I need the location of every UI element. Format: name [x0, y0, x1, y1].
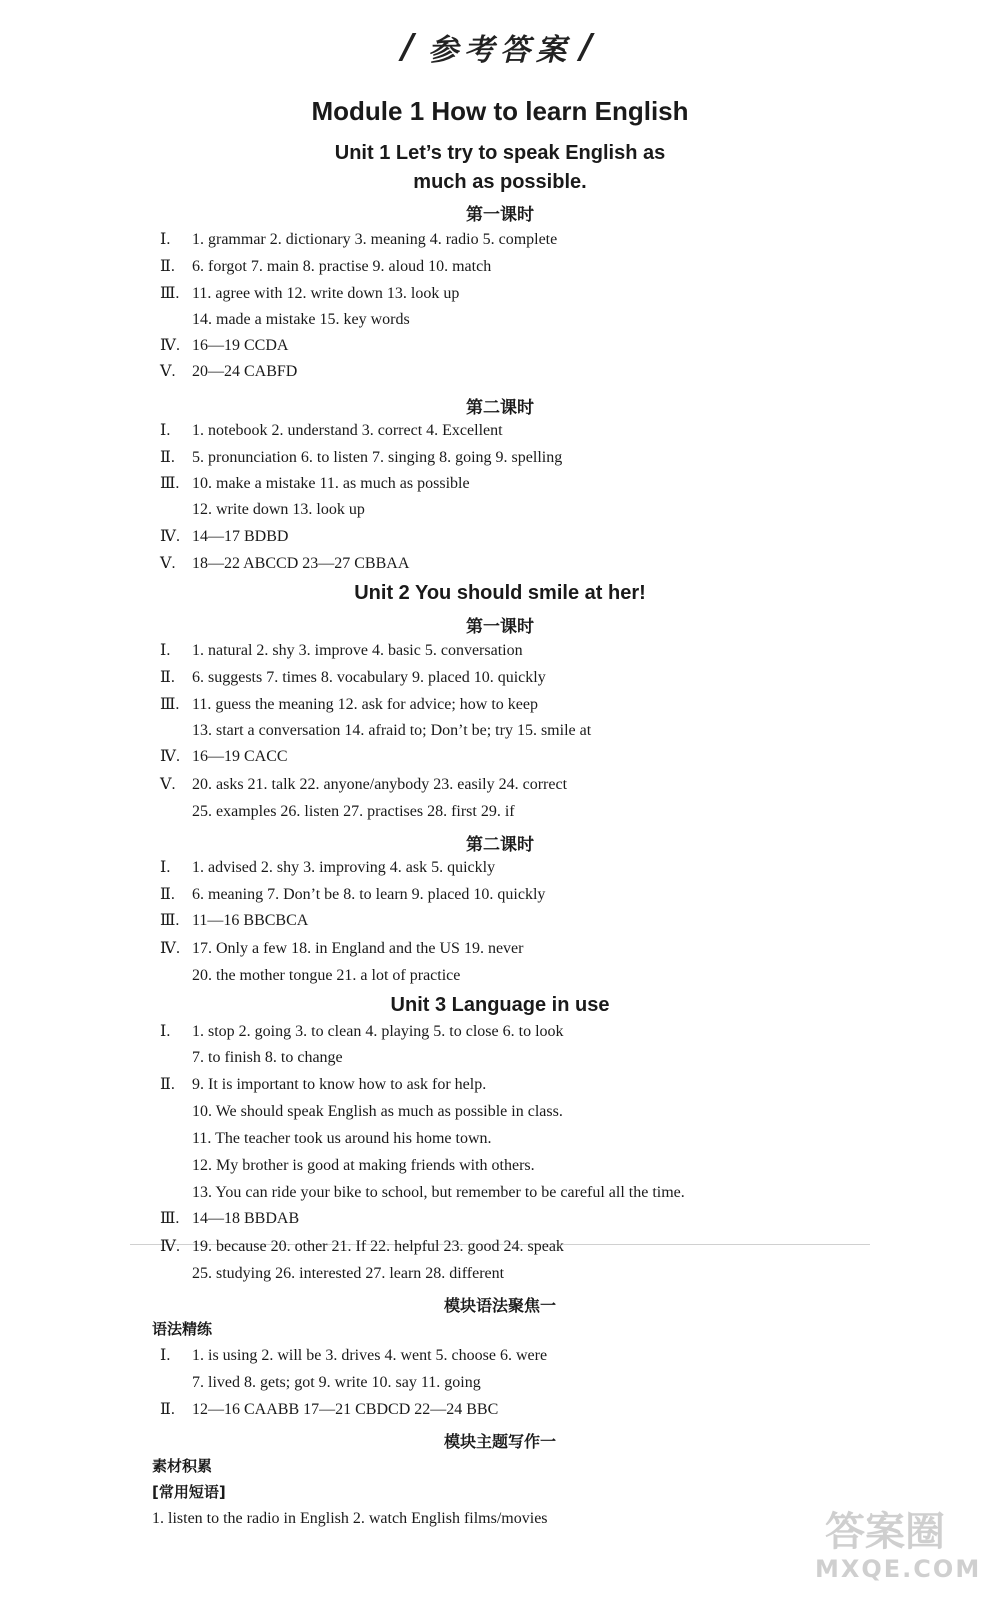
answer-line	[160, 1346, 860, 1366]
answer-text: 19. because 20. other 21. If 22. helpful 23. good 24. speak	[192, 1238, 564, 1255]
answer-text: 1. stop 2. going 3. to clean 4. playing 5. to close 6. to look	[192, 1023, 564, 1040]
unit2-lesson1-heading: 第一课时	[466, 617, 534, 637]
answer-text: 7. lived 8. gets; got 9. write 10. say 11. going	[192, 1374, 481, 1391]
answer-line	[160, 1156, 860, 1176]
answer-text: 20. the mother tongue 21. a lot of practice	[192, 967, 461, 984]
unit1-title-line2: much as possible.	[413, 171, 587, 193]
section-number: Ⅲ.	[160, 285, 180, 302]
answer-text: 17. Only a few 18. in England and the US 19. never	[192, 940, 524, 957]
answer-line	[160, 1102, 860, 1122]
answer-line	[160, 1264, 860, 1284]
unit1-lesson2-heading: 第二课时	[466, 398, 534, 418]
section-number: Ⅱ.	[160, 669, 175, 686]
answer-line	[160, 1129, 860, 1149]
section-number: Ⅲ.	[160, 475, 180, 492]
unit1-lesson1-heading: 第一课时	[466, 205, 534, 225]
answer-text: 16—19 CCDA	[192, 337, 289, 354]
answer-text: 11. The teacher took us around his home town.	[192, 1130, 492, 1147]
section-number: Ⅳ.	[160, 528, 180, 545]
answer-line	[160, 1209, 860, 1229]
answer-line	[160, 695, 860, 715]
section-number: Ⅴ.	[160, 363, 176, 380]
answer-line	[160, 1400, 860, 1420]
section-number: Ⅱ.	[160, 258, 175, 275]
answer-text: 9. It is important to know how to ask for help.	[192, 1076, 487, 1093]
answer-text: 1. notebook 2. understand 3. correct 4. Excellent	[192, 422, 503, 439]
answer-text: 6. suggests 7. times 8. vocabulary 9. placed 10. quickly	[192, 669, 546, 686]
answer-line	[160, 554, 860, 574]
unit2-title: Unit 2 You should smile at her!	[354, 582, 646, 604]
answer-line	[160, 1237, 860, 1257]
section-number: Ⅰ.	[160, 422, 171, 439]
answer-text: 20. asks 21. talk 22. anyone/anybody 23. easily 24. correct	[192, 776, 568, 793]
answer-text: 12—16 CAABB 17—21 CBDCD 22—24 BBC	[192, 1401, 499, 1418]
unit1-title-line1: Unit 1 Let’s try to speak English as	[334, 142, 666, 164]
answer-line	[160, 747, 860, 767]
answer-line	[160, 966, 860, 986]
answer-line	[160, 885, 860, 905]
answer-line	[160, 310, 860, 330]
answer-line	[160, 775, 860, 795]
banner-slash-right: /	[580, 27, 599, 67]
answer-text: 11—16 BBCBCA	[192, 912, 309, 929]
grammar-subheading: 语法精练	[152, 1320, 213, 1338]
writing-heading: 模块主题写作一	[443, 1432, 556, 1451]
module-title: Module 1 How to learn English	[311, 96, 689, 126]
answer-line	[160, 336, 860, 356]
answer-line	[160, 802, 860, 822]
answer-text: 1. listen to the radio in English 2. watch English films/movies	[152, 1510, 548, 1527]
answer-line	[160, 474, 860, 494]
answer-text: 10. We should speak English as much as possible in class.	[192, 1103, 563, 1120]
answer-text: 1. is using 2. will be 3. drives 4. went 5. choose 6. were	[192, 1347, 548, 1364]
answer-text: 13. start a conversation 14. afraid to; Don’t be; try 15. smile at	[192, 722, 592, 739]
writing-subheading-materials: 素材积累	[152, 1457, 213, 1475]
answer-text: 16—19 CACC	[192, 748, 288, 765]
answer-text: 14—17 BDBD	[192, 528, 289, 545]
answer-text: 6. forgot 7. main 8. practise 9. aloud 10. match	[192, 258, 492, 275]
section-number: Ⅰ.	[160, 642, 171, 659]
answer-line	[160, 1075, 860, 1095]
section-number: Ⅳ.	[160, 940, 180, 957]
answer-text: 1. advised 2. shy 3. improving 4. ask 5. quickly	[192, 859, 496, 876]
answer-text: 12. write down 13. look up	[192, 501, 365, 518]
grammar-heading: 模块语法聚焦一	[443, 1296, 556, 1315]
answer-line	[160, 230, 860, 250]
answer-line	[160, 527, 860, 547]
answer-text: 10. make a mistake 11. as much as possible	[192, 475, 470, 492]
answer-line	[160, 1022, 860, 1042]
answer-text: 13. You can ride your bike to school, but remember to be careful all the time.	[192, 1184, 685, 1201]
section-number: Ⅱ.	[160, 886, 175, 903]
answer-line	[160, 858, 860, 878]
answer-text: 14—18 BBDAB	[192, 1210, 300, 1227]
answer-text: 1. grammar 2. dictionary 3. meaning 4. radio 5. complete	[192, 231, 558, 248]
answer-text: 18—22 ABCCD 23—27 CBBAA	[192, 555, 410, 572]
answer-line	[160, 939, 860, 959]
answer-line	[160, 448, 860, 468]
answer-line	[160, 721, 860, 741]
answer-text: 11. agree with 12. write down 13. look up	[192, 285, 460, 302]
answer-line	[160, 284, 860, 304]
answer-line	[160, 1373, 860, 1393]
answer-text: 14. made a mistake 15. key words	[192, 311, 410, 328]
section-number: Ⅰ.	[160, 1023, 171, 1040]
writing-subheading-phrases: [常用短语]	[152, 1483, 226, 1501]
banner-slash-left: /	[401, 27, 420, 67]
answer-line	[160, 1048, 860, 1068]
answer-line	[160, 500, 860, 520]
section-number: Ⅳ.	[160, 1238, 180, 1255]
section-number: Ⅱ.	[160, 449, 175, 466]
section-number: Ⅳ.	[160, 748, 180, 765]
answer-line	[160, 641, 860, 661]
answer-line	[160, 421, 860, 441]
answer-text: 25. studying 26. interested 27. learn 28. different	[192, 1265, 505, 1282]
answer-text: 6. meaning 7. Don’t be 8. to learn 9. placed 10. quickly	[192, 886, 546, 903]
section-number: Ⅲ.	[160, 912, 180, 929]
answer-line	[160, 911, 860, 931]
answer-text: 7. to finish 8. to change	[192, 1049, 343, 1066]
section-number: Ⅰ.	[160, 1347, 171, 1364]
banner-title: 参考答案	[428, 33, 572, 68]
answer-line	[160, 668, 860, 688]
section-number: Ⅱ.	[160, 1401, 175, 1418]
answer-text: 1. natural 2. shy 3. improve 4. basic 5. conversation	[192, 642, 523, 659]
answer-text: 12. My brother is good at making friends with others.	[192, 1157, 535, 1174]
answer-line	[160, 362, 860, 382]
site-watermark-logo	[815, 1500, 985, 1590]
section-number: Ⅲ.	[160, 696, 180, 713]
watermark-domain-text: MXQE.COM	[815, 1555, 982, 1583]
answer-line	[160, 257, 860, 277]
answer-text: 5. pronunciation 6. to listen 7. singing 8. going 9. spelling	[192, 449, 563, 466]
unit3-title: Unit 3 Language in use	[390, 994, 610, 1016]
answer-text: 25. examples 26. listen 27. practises 28. first 29. if	[192, 803, 515, 820]
answer-key-banner	[385, 28, 615, 66]
section-number: Ⅴ.	[160, 776, 176, 793]
section-number: Ⅳ.	[160, 337, 180, 354]
unit2-lesson2-heading: 第二课时	[466, 835, 534, 855]
section-number: Ⅰ.	[160, 231, 171, 248]
answer-text: 20—24 CABFD	[192, 363, 298, 380]
answer-text: 11. guess the meaning 12. ask for advice; how to keep	[192, 696, 538, 713]
section-number: Ⅰ.	[160, 859, 171, 876]
section-number: Ⅱ.	[160, 1076, 175, 1093]
section-number: Ⅴ.	[160, 555, 176, 572]
watermark-logo-text: 答案圈	[825, 1509, 945, 1555]
answer-line	[160, 1183, 860, 1203]
answer-line	[152, 1509, 852, 1529]
section-number: Ⅲ.	[160, 1210, 180, 1227]
